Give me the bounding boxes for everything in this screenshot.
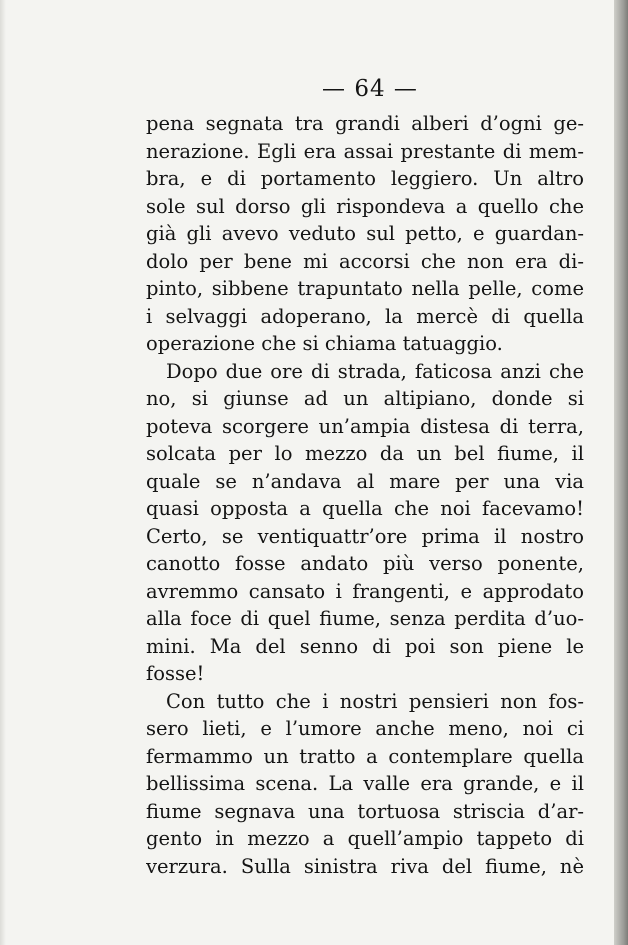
text-line: operazione che si chiama tatuaggio. [146, 332, 503, 355]
text-line: verzura. Sulla sinistra riva del fiume, nè [146, 854, 584, 878]
text-line: solcata per lo mezzo da un bel fiume, il [146, 442, 584, 465]
text-line: già gli avevo veduto sul petto, e guardan- [146, 222, 584, 245]
text-line: Certo, se ventiquattr’ore prima il nostro [146, 524, 584, 548]
page-number: — 64 — [322, 76, 418, 102]
text-line: pinto, sibbene trapuntato nella pelle, come [146, 277, 584, 300]
text-line: mini. Ma del senno di poi son piene le [146, 634, 584, 658]
text-line: alla foce di quel fiume, senza perdita d’uo- [146, 607, 584, 630]
text-line: Con tutto che i nostri pensieri non fos- [166, 689, 584, 713]
text-line: fosse! [146, 662, 205, 685]
text-line: i selvaggi adoperano, la mercè di quella [146, 304, 584, 328]
body-text [146, 110, 584, 880]
text-line: quasi opposta a quella che noi facevamo! [146, 497, 584, 520]
text-line: canotto fosse andato più verso ponente, [146, 552, 584, 575]
text-line: no, si giunse ad un altipiano, donde si [146, 387, 584, 410]
text-line: bellissima scena. La valle era grande, e il [146, 772, 584, 795]
text-line: fiume segnava una tortuosa striscia d’ar- [146, 799, 584, 823]
text-line: Dopo due ore di strada, faticosa anzi che [166, 359, 584, 383]
text-line: sole sul dorso gli rispondeva a quello che [146, 194, 584, 218]
text-line: pena segnata tra grandi alberi d’ogni ge- [146, 112, 584, 135]
text-line: gento in mezzo a quell’ampio tappeto di [146, 827, 584, 850]
page-left-edge [0, 0, 6, 945]
text-line: avremmo cansato i frangenti, e approdato [146, 579, 584, 603]
text-line: dolo per bene mi accorsi che non era di- [146, 249, 584, 273]
text-line: quale se n’andava al mare per una via [146, 469, 584, 493]
text-line: sero lieti, e l’umore anche meno, noi ci [146, 717, 584, 740]
text-line: poteva scorgere un’ampia distesa di terra, [146, 414, 584, 438]
text-line: fermammo un tratto a contemplare quella [146, 744, 584, 768]
text-line: bra, e di portamento leggiero. Un altro [146, 167, 584, 190]
page-binding-edge [614, 0, 628, 945]
text-line: nerazione. Egli era assai prestante di mem- [146, 139, 584, 163]
